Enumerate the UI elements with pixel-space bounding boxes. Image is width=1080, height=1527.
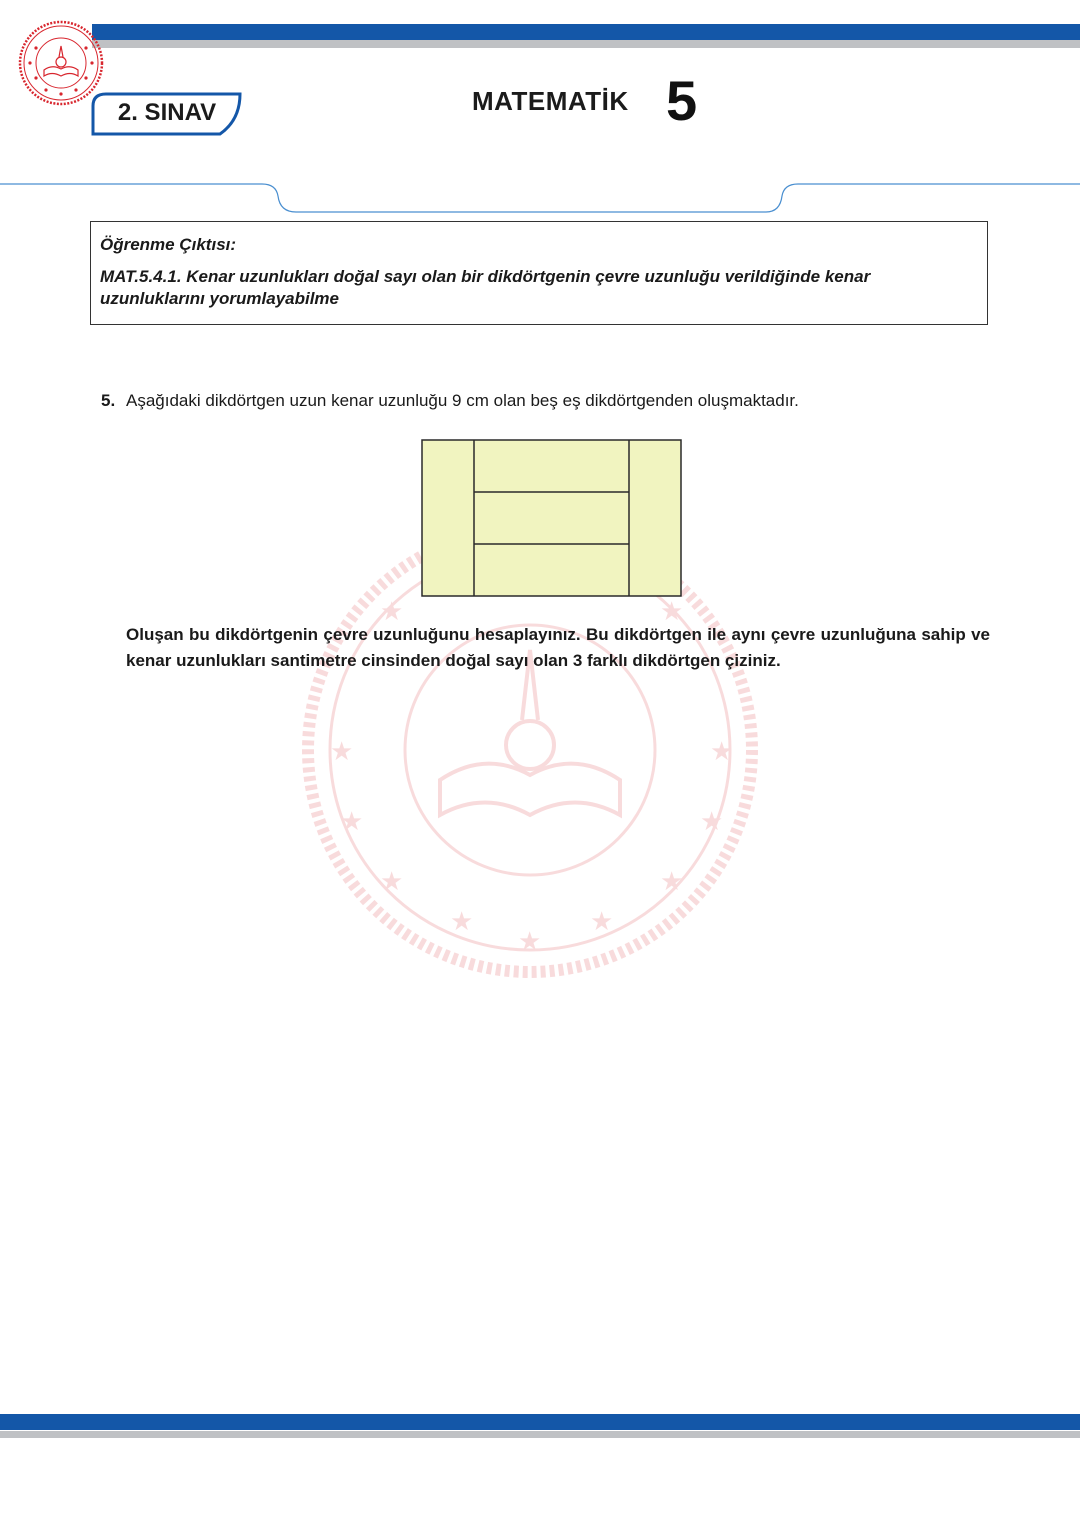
svg-text:★: ★ [330, 736, 354, 766]
exam-label: 2. SINAV [117, 99, 217, 126]
grade-number: 5 [666, 69, 698, 132]
svg-text:★: ★ [518, 926, 542, 956]
footer-grey-stripe [0, 1431, 1080, 1438]
outcome-title: Öğrenme Çıktısı: [100, 235, 237, 254]
outer-rectangle [422, 440, 681, 596]
question-number: 5. [101, 391, 116, 410]
header-grey-stripe [92, 40, 1080, 48]
rectangle-figure [421, 439, 683, 598]
question-task: Oluşan bu dikdörtgenin çevre uzunluğunu hesaplayınız. Bu dikdörtgen ile aynı çevre uzunluğuna sahip ve kenar uzunlukları santimetre cinsinden doğal sayı olan 3 farklı dikdörtgen çiziniz. [126, 625, 990, 670]
svg-text:★: ★ [590, 906, 614, 936]
header-divider [0, 178, 1080, 220]
svg-text:★: ★ [710, 736, 734, 766]
svg-text:★: ★ [380, 596, 404, 626]
question-statement: Aşağıdaki dikdörtgen uzun kenar uzunluğu 9 cm olan beş eş dikdörtgenden oluşmaktadır. [126, 391, 799, 410]
svg-text:★: ★ [660, 866, 684, 896]
header-blue-stripe [92, 24, 1080, 40]
subject-title: MATEMATİK [472, 86, 629, 116]
learning-outcome-box [90, 221, 988, 325]
svg-text:★: ★ [660, 596, 684, 626]
footer-blue-stripe [0, 1414, 1080, 1430]
svg-text:★: ★ [340, 806, 364, 836]
svg-text:★: ★ [450, 906, 474, 936]
svg-text:★: ★ [700, 806, 724, 836]
svg-text:★: ★ [380, 866, 404, 896]
outcome-text: MAT.5.4.1. Kenar uzunlukları doğal sayı olan bir dikdörtgenin çevre uzunluğu verildiğinde kenar uzunluklarını yorumlayabilme [100, 267, 871, 308]
